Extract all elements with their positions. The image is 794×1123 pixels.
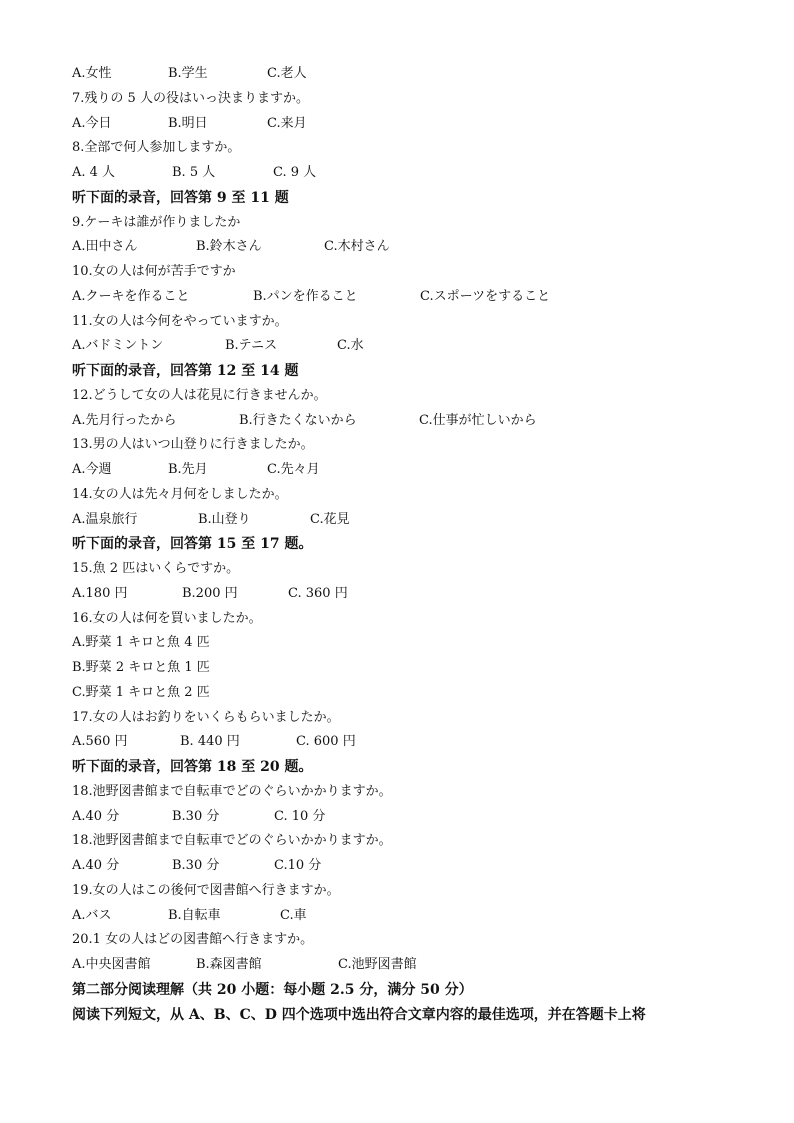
options-row xyxy=(72,904,732,929)
options-row xyxy=(72,508,732,533)
option-b: B.パンを作ること xyxy=(253,288,358,304)
option-c: C. 9 人 xyxy=(273,165,317,180)
options-row xyxy=(72,112,732,137)
option-a: A.田中さん xyxy=(72,239,138,255)
exam-page xyxy=(72,62,732,1027)
option-c: C.10 分 xyxy=(274,858,322,873)
options-row xyxy=(72,730,732,755)
options-row xyxy=(72,334,732,359)
option-b: B.30 分 xyxy=(172,858,220,873)
options-row xyxy=(72,458,732,483)
option-c: C.来月 xyxy=(267,115,307,131)
option-b: B.先月 xyxy=(168,462,208,477)
option-b: B.30 分 xyxy=(172,808,220,824)
option-b: B.自転車 xyxy=(168,907,221,923)
question-17: 17.女の人はお釣りをいくらもらいましたか。 xyxy=(72,709,340,725)
option-a: A.40 分 xyxy=(72,858,120,873)
question-9: 9.ケーキは誰が作りましたか xyxy=(72,214,241,230)
option-b: B.行きたくないから xyxy=(239,412,357,428)
option-b: B.明日 xyxy=(168,115,208,131)
question-19: 19.女の人はこの後何で図書館へ行きますか。 xyxy=(72,882,340,898)
question-8: 8.全部で何人参加しますか。 xyxy=(72,140,241,156)
option-c: C.仕事が忙しいから xyxy=(419,412,537,428)
question-10: 10.女の人は何が苦手ですか xyxy=(72,264,236,279)
question-14: 14.女の人は先々月何をしましたか。 xyxy=(72,486,288,502)
option-a: A.560 円 xyxy=(72,734,128,750)
section-heading: 听下面的录音，回答第 15 至 17 题。 xyxy=(72,536,313,553)
option-c: C. 600 円 xyxy=(296,734,356,750)
option-c: C. 10 分 xyxy=(274,808,326,824)
option-b: B.森図書館 xyxy=(196,957,262,972)
option-c: C.木村さん xyxy=(324,239,390,255)
question-13: 13.男の人はいつ山登りに行きましたか。 xyxy=(72,437,314,453)
option-a: A.温泉旅行 xyxy=(72,511,138,527)
option-a: A.バドミントン xyxy=(72,338,164,354)
option-a: A.先月行ったから xyxy=(72,412,177,428)
option-b: B.鈴木さん xyxy=(196,239,262,255)
option-a: A.180 円 xyxy=(72,585,128,601)
option-a: A.中央図書館 xyxy=(72,957,151,972)
option-c: C. 360 円 xyxy=(288,585,348,601)
option-a: A. 4 人 xyxy=(72,165,116,180)
options-row xyxy=(72,235,732,260)
option-a: A.クーキを作ること xyxy=(72,288,190,304)
question-12: 12.どうして女の人は花見に行きませんか。 xyxy=(72,387,327,403)
option-b: B.テニス xyxy=(225,338,278,354)
option-b: B.学生 xyxy=(168,66,208,81)
option-c: C.花見 xyxy=(310,511,350,527)
option-a: A.40 分 xyxy=(72,808,120,824)
options-row xyxy=(72,953,732,978)
option-c: C.車 xyxy=(280,907,307,923)
reading-instructions: 阅读下列短文，从 A、B、C、D 四个选项中选出符合文章内容的最佳选项，并在答题卡上将 xyxy=(72,1006,646,1023)
question-18-repeat: 18.池野図書館まで自転車でどのぐらいかかりますか。 xyxy=(72,833,392,849)
option-c: C.池野図書館 xyxy=(338,957,417,972)
section-heading: 听下面的录音，回答第 18 至 20 题。 xyxy=(72,759,313,775)
options-row xyxy=(72,62,732,87)
option-a: A.女性 xyxy=(72,66,112,81)
question-18: 18.池野図書館まで自転車でどのぐらいかかりますか。 xyxy=(72,783,392,799)
section-heading: 听下面的录音，回答第 12 至 14 题 xyxy=(72,363,299,379)
option-b: B.山登り xyxy=(198,511,251,527)
option-c: C.野菜 1 キロと魚 2 匹 xyxy=(72,684,210,700)
option-b: B.200 円 xyxy=(182,585,238,601)
question-20: 20.1 女の人はどの図書館へ行きますか。 xyxy=(72,932,314,948)
option-c: C.先々月 xyxy=(267,462,320,477)
question-15: 15.魚 2 匹はいくらですか。 xyxy=(72,561,240,576)
options-row xyxy=(72,805,732,830)
section-heading: 听下面的录音，回答第 9 至 11 题 xyxy=(72,189,289,206)
option-a: A.野菜 1 キロと魚 4 匹 xyxy=(72,635,210,651)
option-c: C.スポーツをすること xyxy=(420,288,551,304)
options-row xyxy=(72,161,732,186)
options-row xyxy=(72,854,732,879)
option-b: B.野菜 2 キロと魚 1 匹 xyxy=(72,660,210,675)
question-16: 16.女の人は何を買いましたか。 xyxy=(72,610,262,626)
option-a: A.バス xyxy=(72,907,112,923)
options-row xyxy=(72,582,732,607)
question-7: 7.残りの 5 人の役はいっ決まりますか。 xyxy=(72,90,309,106)
part-two-heading: 第二部分阅读理解（共 20 小题：每小题 2.5 分，满分 50 分） xyxy=(72,981,473,998)
option-b: B. 440 円 xyxy=(180,734,240,750)
option-a: A.今日 xyxy=(72,115,112,131)
option-a: A.今週 xyxy=(72,462,112,477)
question-11: 11.女の人は今何をやっていますか。 xyxy=(72,313,288,329)
option-b: B. 5 人 xyxy=(172,165,216,180)
option-c: C.老人 xyxy=(267,66,307,81)
options-row xyxy=(72,409,732,434)
option-c: C.水 xyxy=(337,338,364,354)
options-row xyxy=(72,285,732,310)
